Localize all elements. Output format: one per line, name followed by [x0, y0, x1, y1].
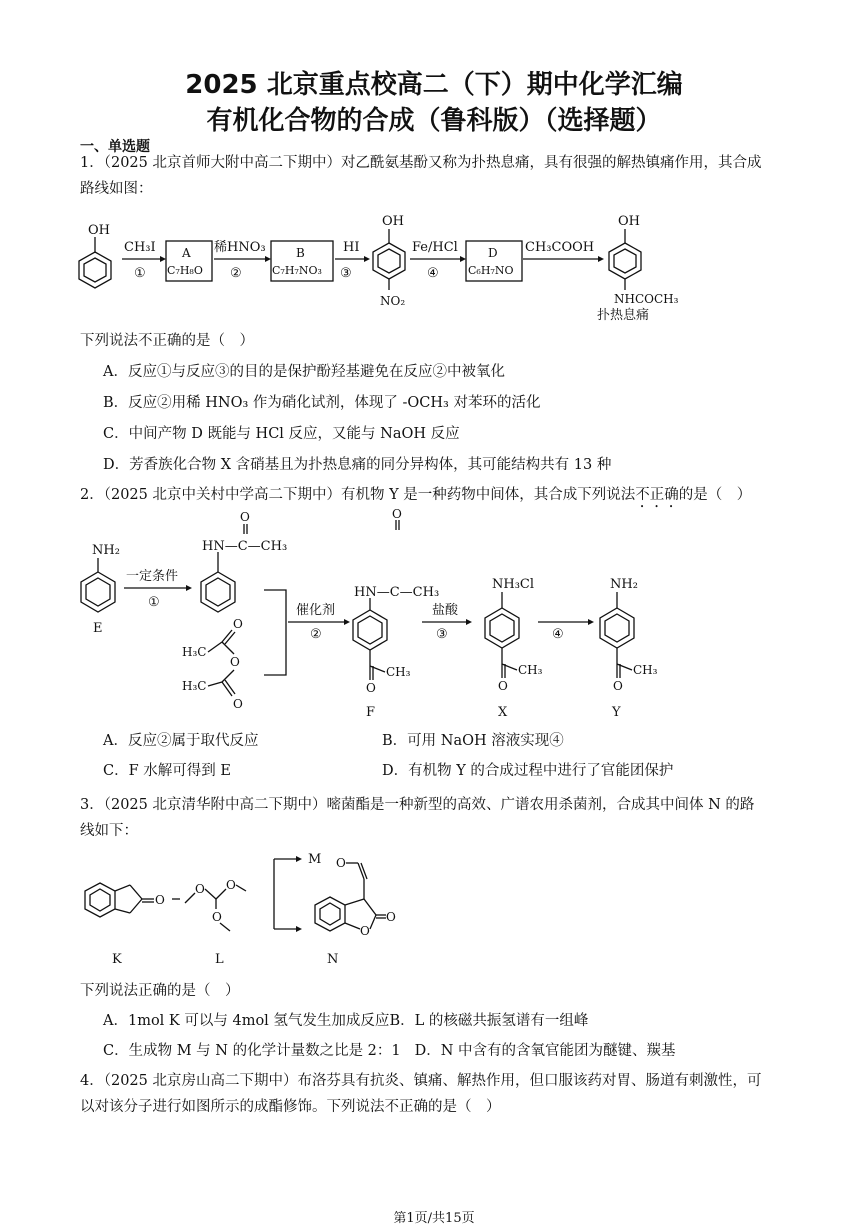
q1-synthesis-scheme	[0, 205, 868, 330]
q2-y-label: Y	[612, 705, 621, 720]
q1-phenol-structure	[79, 223, 111, 288]
q2-step3: ③	[436, 627, 448, 642]
q2-acetanilide	[201, 510, 287, 612]
q1-stem	[80, 150, 800, 202]
q2-f-o2: O	[366, 681, 376, 695]
q3-k-label: K	[112, 952, 122, 967]
q2-stem	[80, 484, 751, 511]
q2-f-top: HN—C—CH₃	[354, 585, 440, 600]
q2-option-a: A．反应②属于取代反应	[103, 733, 259, 749]
q2-x-ch3: CH₃	[518, 663, 543, 677]
q1-stem-line2: 路线如图：	[80, 181, 153, 197]
q2-compound-e	[81, 543, 120, 636]
q2-anh-o1: O	[233, 617, 243, 631]
q2-x-label: X	[498, 705, 508, 720]
q3-l-o2: O	[226, 878, 236, 892]
q1-stem-line1: 1．（2025 北京首师大附中高二下期中）对乙酰氨基酚又称为扑热息痛，具有很强的解热镇痛作用，其合成	[80, 155, 762, 171]
q3-n-ome-o: O	[336, 856, 346, 870]
q2-option-d: D．有机物 Y 的合成过程中进行了官能团保护	[382, 763, 674, 779]
q1-step4: ④	[427, 266, 439, 281]
q3-stem-line2: 线如下：	[80, 823, 138, 839]
q2-f-o: O	[392, 507, 402, 521]
q4-stem-line1: 4．（2025 北京房山高二下期中）布洛芬具有抗炎、镇痛、解热作用，但口服该药对胃、肠道有刺激性，可	[80, 1073, 762, 1089]
q2-anh-o2: O	[233, 697, 243, 711]
q3-option-c: C．生成物 M 与 N 的化学计量数之比是 2：1	[103, 1043, 401, 1059]
q3-n-label: N	[327, 952, 339, 967]
q2-anh-o-bridge: O	[230, 655, 240, 669]
q3-option-a: A．1mol K 可以与 4mol 氢气发生加成反应	[103, 1013, 390, 1029]
q2-step1: ①	[148, 595, 160, 610]
document-subtitle: 有机化合物的合成（鲁科版）（选择题）	[206, 106, 662, 136]
q1-step1: ①	[134, 266, 146, 281]
q1-box-a-label: A	[182, 246, 191, 260]
q1-paracetamol-structure	[597, 214, 679, 323]
q1-prod-oh: OH	[618, 214, 640, 229]
q1-reagent1: CH₃I	[124, 240, 156, 255]
q1-mid-oh: OH	[382, 214, 404, 229]
q2-anh-me2: H₃C	[182, 679, 207, 693]
q3-n-ring-o: O	[360, 924, 370, 938]
q3-l-o1: O	[195, 882, 205, 896]
q3-l-label: L	[215, 952, 224, 967]
q2-anh-me1: H₃C	[182, 645, 207, 659]
q3-m-label: M	[308, 852, 322, 867]
q1-box-d-formula: C₆H₇NO	[468, 264, 514, 277]
q3-l-o3: O	[212, 910, 222, 924]
q2-x-o: O	[498, 679, 508, 693]
q3-synthesis-scheme	[0, 845, 868, 975]
q3-n-carbonyl-o: O	[386, 910, 396, 924]
q1-prod-name: 扑热息痛	[597, 308, 650, 323]
q4-stem-line2: 以对该分子进行如图所示的成酯修饰。下列说法不正确的是（ ）	[80, 1099, 501, 1115]
q3-compound-k	[85, 883, 165, 967]
q3-option-d: D．N 中含有的含氧官能团为醚键、羰基	[414, 1043, 676, 1059]
q1-step2: ②	[230, 266, 242, 281]
q2-e-nh2: NH₂	[92, 543, 120, 558]
q3-question: 下列说法正确的是（ ）	[80, 983, 240, 999]
q1-step3: ③	[340, 266, 352, 281]
q2-cond1: 一定条件	[126, 569, 179, 584]
q1-reagent3: HI	[343, 240, 360, 255]
q2-y-top: NH₂	[610, 577, 638, 592]
q2-step4: ④	[552, 627, 564, 642]
document-title: 2025 北京重点校高二（下）期中化学汇编	[185, 70, 683, 100]
q2-synthesis-scheme	[0, 507, 868, 725]
q1-reagent5: CH₃COOH	[525, 240, 595, 255]
q1-option-d: D．芳香族化合物 X 含硝基且为扑热息痛的同分异构体，其可能结构共有 13 种	[103, 457, 612, 473]
q1-mid-no2: NO₂	[380, 294, 406, 308]
q2-amide-o: O	[240, 510, 250, 524]
q2-compound-x	[485, 577, 543, 720]
q1-box-a-formula: C₇H₈O	[167, 264, 203, 277]
q3-stem	[80, 792, 800, 844]
q2-x-top: NH₃Cl	[492, 577, 535, 592]
q3-stem-line1: 3．（2025 北京清华附中高二下期中）嘧菌酯是一种新型的高效、广谱农用杀菌剂，合成其中间体 N 的路	[80, 797, 755, 813]
q1-start-oh: OH	[88, 223, 110, 238]
q2-y-ch3: CH₃	[633, 663, 658, 677]
q3-compound-l	[185, 878, 246, 967]
q2-stem-before: 2．（2025 北京中关村中学高二下期中）有机物 Y 是一种药物中间体，其合成下列说法	[80, 487, 636, 503]
section-heading: 一、单选题	[80, 139, 150, 155]
q3-compound-n	[315, 856, 396, 967]
q2-option-c: C．F 水解可得到 E	[103, 763, 231, 779]
q1-option-c: C．中间产物 D 既能与 HCl 反应，又能与 NaOH 反应	[103, 426, 460, 442]
q4-stem	[80, 1068, 800, 1120]
q1-box-b-formula: C₇H₇NO₃	[272, 264, 322, 277]
q2-acid: 盐酸	[432, 603, 459, 618]
q1-option-b: B．反应②用稀 HNO₃ 作为硝化试剂，体现了 -OCH₃ 对苯环的活化	[103, 395, 541, 411]
q2-amide-group: HN—C—CH₃	[202, 539, 288, 554]
q3-option-b: B．L 的核磁共振氢谱有一组峰	[389, 1013, 589, 1029]
q1-reagent2: 稀HNO₃	[214, 240, 266, 255]
q2-stem-after: 的是（ ）	[678, 487, 752, 503]
q3-options-row1	[103, 1010, 588, 1032]
q1-box-b-label: B	[296, 246, 305, 260]
q2-f-ch3: CH₃	[386, 665, 411, 679]
q2-acetic-anhydride	[182, 617, 243, 711]
q1-option-a: A．反应①与反应③的目的是保护酚羟基避免在反应②中被氧化	[103, 364, 505, 380]
q2-option-b: B．可用 NaOH 溶液实现④	[382, 733, 564, 749]
q2-e-label: E	[93, 621, 103, 636]
q2-stem-emphasis: 不正确	[635, 487, 679, 503]
q1-prod-nhcoch3: NHCOCH₃	[614, 292, 679, 306]
q2-f-label: F	[366, 705, 376, 720]
q2-catalyst: 催化剂	[296, 603, 336, 618]
page-footer: 第1页/共15页	[393, 1211, 475, 1226]
q2-y-o: O	[613, 679, 623, 693]
q2-compound-f	[353, 507, 439, 720]
q3-options-row2	[103, 1040, 676, 1062]
q1-box-d-label: D	[488, 246, 498, 260]
q3-k-o: O	[155, 893, 165, 907]
q2-compound-y	[600, 577, 658, 720]
q1-nitrophenol-structure	[373, 214, 405, 308]
q1-question: 下列说法不正确的是（ ）	[80, 333, 254, 349]
q2-step2: ②	[310, 627, 322, 642]
q1-reagent4: Fe/HCl	[412, 240, 458, 255]
